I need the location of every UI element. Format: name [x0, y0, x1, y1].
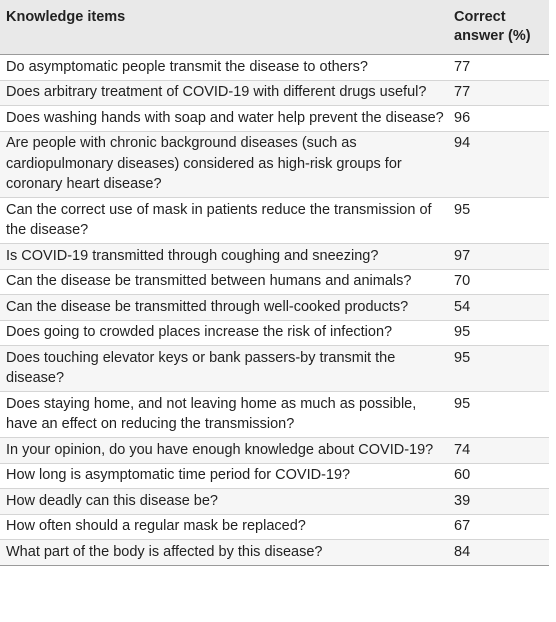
correct-answer-cell: 70 [454, 273, 471, 289]
knowledge-item-cell: Does washing hands with soap and water help prevent the disease? [6, 109, 444, 126]
correct-answer-cell: 77 [454, 84, 471, 100]
correct-answer-cell: 67 [454, 518, 471, 534]
correct-answer-cell: 54 [454, 298, 471, 315]
table-row [0, 392, 549, 438]
header-correct-answer-line2: answer (%) [454, 28, 531, 44]
correct-answer-cell: 95 [454, 324, 471, 340]
header-knowledge-items: Knowledge items [0, 0, 451, 55]
table-body [0, 55, 549, 566]
table-row [0, 131, 549, 198]
knowledge-item-cell: What part of the body is affected by this disease? [6, 543, 323, 560]
knowledge-item-cell: Is COVID-19 transmitted through coughing and sneezing? [6, 247, 379, 264]
correct-answer-cell: 77 [454, 58, 471, 75]
table-header [0, 0, 549, 55]
knowledge-item-cell: Are people with chronic background diseases (such as cardiopulmonary diseases) considered as high-risk groups for coronary heart disease? [6, 135, 402, 192]
table-row [0, 106, 549, 132]
table-row [0, 295, 549, 321]
header-correct-answer-line1: Correct [454, 9, 506, 25]
knowledge-item-cell: Can the disease be transmitted through well-cooked products? [6, 298, 409, 315]
table-row [0, 244, 549, 270]
knowledge-item-cell: Does staying home, and not leaving home as much as possible, have an effect on reducing the transmission? [6, 395, 417, 432]
table-row [0, 269, 549, 295]
table-row [0, 514, 549, 540]
correct-answer-cell: 96 [454, 109, 471, 126]
knowledge-item-cell: Does going to crowded places increase the risk of infection? [6, 324, 393, 340]
table-row [0, 438, 549, 464]
correct-answer-cell: 84 [454, 543, 471, 560]
knowledge-item-cell: How often should a regular mask be replaced? [6, 518, 306, 534]
correct-answer-cell: 94 [454, 135, 471, 151]
table-row [0, 80, 549, 106]
correct-answer-cell: 95 [454, 201, 471, 218]
table-row [0, 346, 549, 392]
correct-answer-cell: 95 [454, 395, 471, 412]
knowledge-item-cell: Can the correct use of mask in patients reduce the transmission of the disease? [6, 201, 432, 238]
table-row [0, 320, 549, 346]
table-row [0, 489, 549, 515]
knowledge-item-cell: Can the disease be transmitted between humans and animals? [6, 273, 412, 289]
table-row [0, 463, 549, 489]
knowledge-item-cell: In your opinion, do you have enough knowledge about COVID-19? [6, 441, 434, 458]
correct-answer-cell: 74 [454, 441, 471, 458]
knowledge-item-cell: How long is asymptomatic time period for COVID-19? [6, 467, 351, 483]
correct-answer-cell: 97 [454, 247, 471, 264]
correct-answer-cell: 39 [454, 492, 471, 509]
table-row [0, 198, 549, 244]
header-row [0, 0, 549, 55]
table-row [0, 55, 549, 81]
knowledge-item-cell: Does touching elevator keys or bank passers-by transmit the disease? [6, 349, 396, 386]
knowledge-item-cell: Do asymptomatic people transmit the disease to others? [6, 58, 368, 75]
knowledge-item-cell: How deadly can this disease be? [6, 492, 218, 509]
header-correct-answer [451, 0, 549, 55]
table-row [0, 540, 549, 566]
knowledge-item-cell: Does arbitrary treatment of COVID-19 with different drugs useful? [6, 84, 427, 100]
correct-answer-cell: 60 [454, 467, 471, 483]
correct-answer-cell: 95 [454, 349, 471, 366]
